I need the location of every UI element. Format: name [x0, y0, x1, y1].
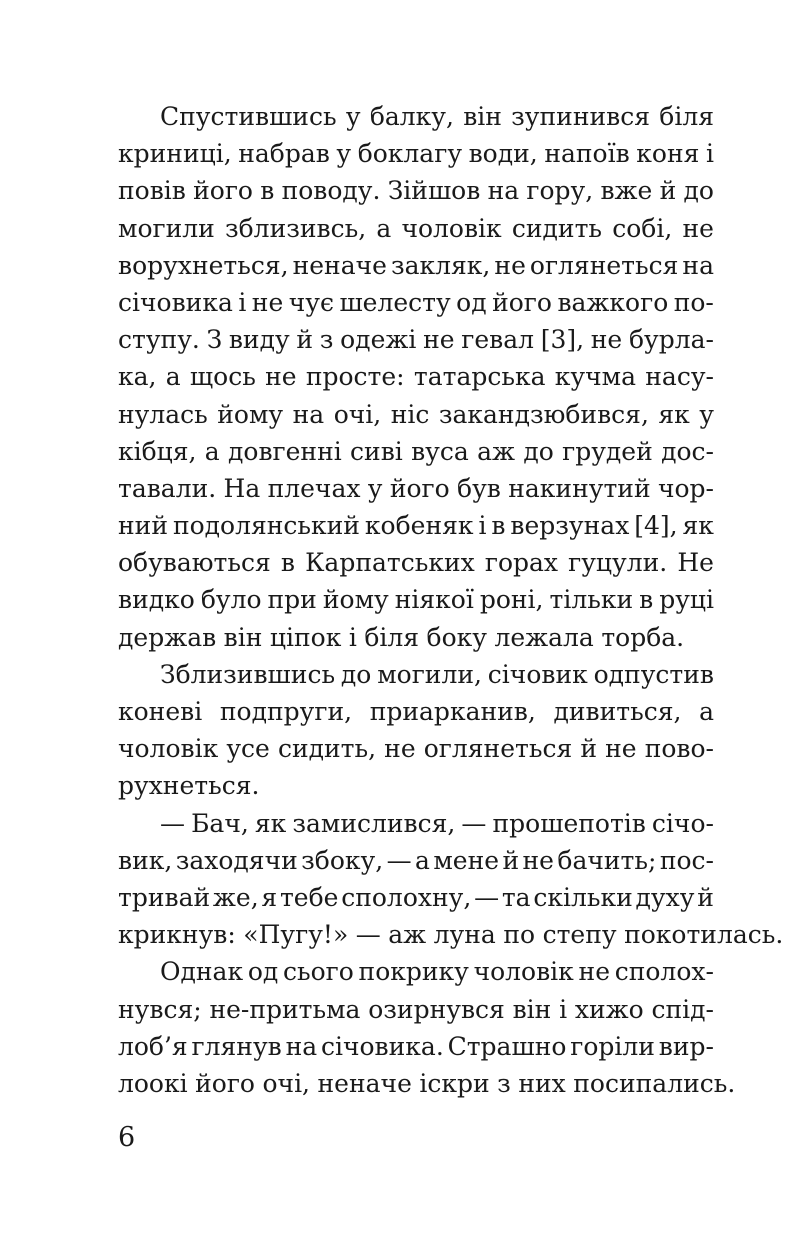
text-line: держав він ціпок і біля боку лежала торба. [118, 622, 685, 652]
page-number: 6 [118, 1122, 136, 1153]
text-line: ворухнеться, неначе закляк, не оглянеться на [118, 250, 714, 280]
text-line: криниці, набрав у боклагу води, напоїв коня і [118, 139, 714, 169]
text-line: січовика і не чує шелесту од його важкого по- [118, 287, 714, 317]
text-line: рухнеться. [118, 771, 260, 801]
text-line: обуваються в Карпатських горах гуцули. Не [118, 548, 714, 578]
text-line: ний подолянський кобеняк і в верзунах [4], як [118, 511, 714, 541]
text-line: чоловік усе сидить, не оглянеться й не пово- [118, 734, 714, 764]
paragraph [118, 953, 736, 1102]
text-line: лоокі його очі, неначе іскри з них посипались. [118, 1068, 736, 1098]
text-line: вик, заходячи збоку, — а мене й не бачить; пос- [118, 845, 714, 875]
text-line: коневі подпруги, приарканив, дивиться, а [118, 697, 714, 726]
text-line: нувся; не-притьма озирнувся він і хижо спід- [118, 994, 714, 1024]
text-line: тривай же, я тебе сполохну, — та скільки духу й [118, 882, 714, 912]
text-line: повів його в поводу. Зійшов на гору, вже й до [118, 176, 714, 206]
text-line: тавали. На плечах у його був накинутий чор- [118, 473, 714, 503]
text-line: видко було при йому ніякої роні, тільки в руці [118, 585, 714, 615]
paragraph [118, 98, 714, 656]
text-line: крикнув: «Пугу!» — аж луна по степу покотилась. [118, 920, 784, 950]
body-text [118, 98, 784, 1102]
text-line: ка, а щось не просте: татарська кучма насу- [118, 362, 714, 392]
paragraph [118, 805, 784, 954]
paragraph [118, 656, 714, 805]
text-line: ступу. З виду й з одежі не гевал [3], не бурла- [118, 325, 714, 355]
text-line: лоб’я глянув на січовика. Страшно горіли вир- [118, 1031, 714, 1061]
text-line: кібця, а довгенні сиві вуса аж до грудей дос- [118, 436, 714, 466]
text-line: нулась йому на очі, ніс закандзюбився, як у [118, 399, 714, 429]
text-line: Зблизившись до могили, січовик одпустив [160, 659, 714, 689]
text-line: Однак од сього покрику чоловік не сполох- [160, 957, 714, 987]
text-line: — Бач, як замислився, — прошепотів січо- [160, 808, 714, 838]
text-line: Спустившись у балку, він зупинився біля [160, 102, 714, 131]
text-line: могили зблизивсь, а чоловік сидить собі, не [118, 213, 714, 243]
